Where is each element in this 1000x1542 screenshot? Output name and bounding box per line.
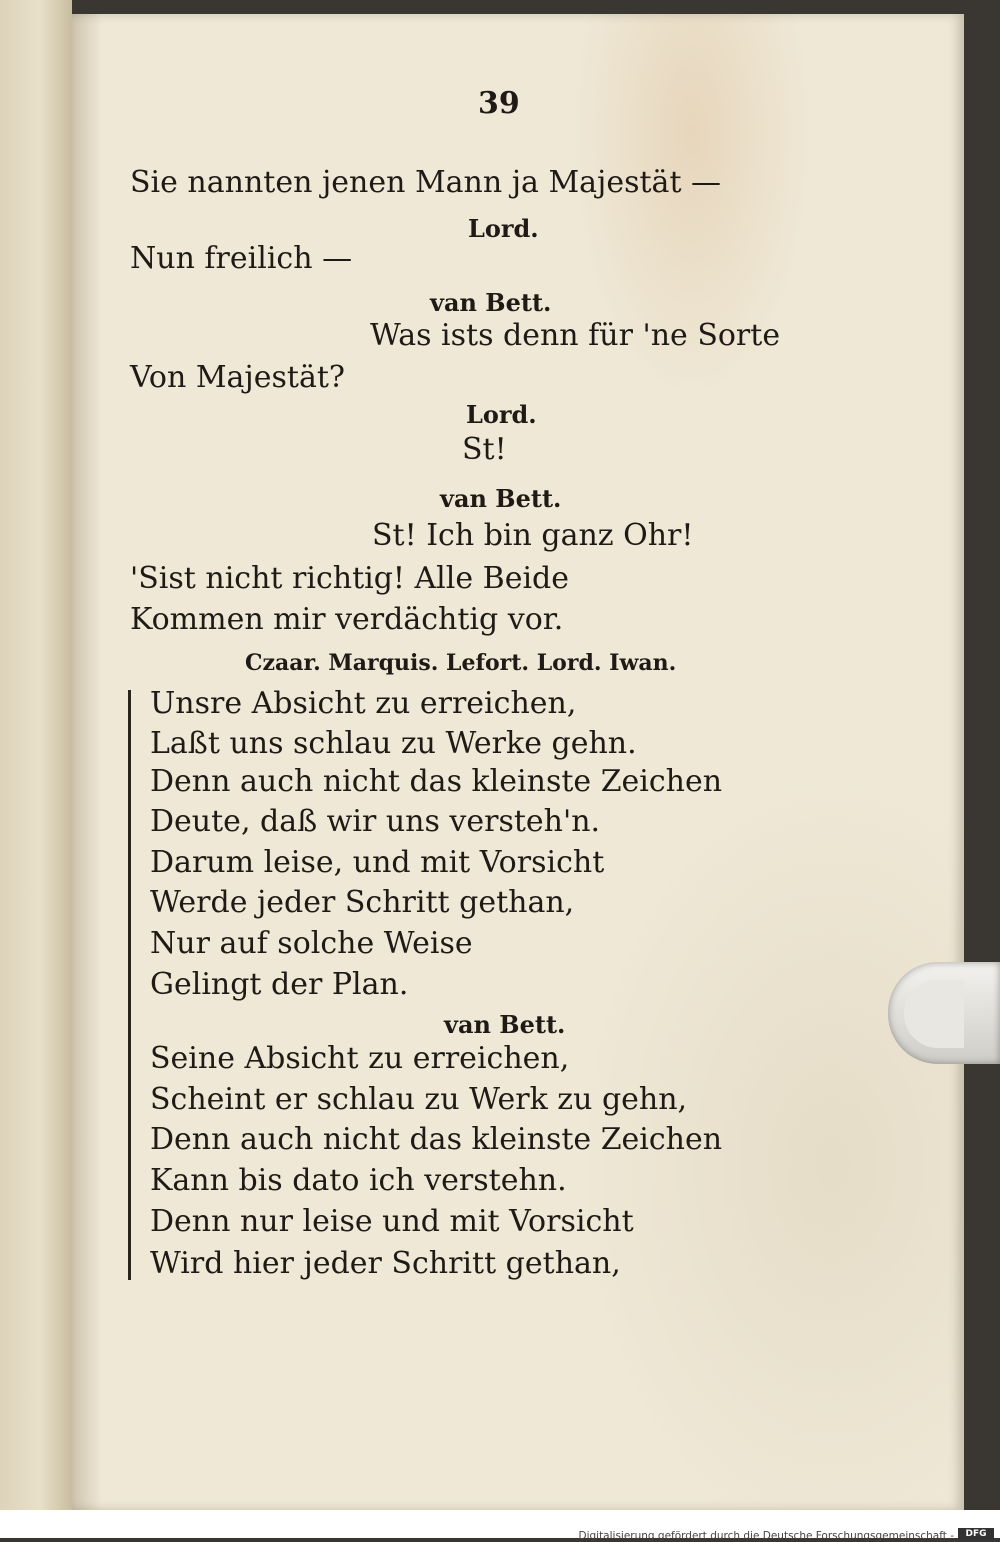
verse-line: Sie nannten jenen Mann ja Majestät —	[130, 165, 722, 200]
verse-line: Nur auf solche Weise	[150, 926, 473, 961]
dfg-logo: DFG	[958, 1528, 994, 1540]
verse-line: Darum leise, und mit Vorsicht	[150, 845, 605, 880]
verse-line: Kommen mir verdächtig vor.	[130, 602, 564, 637]
verse-line: Von Majestät?	[130, 360, 345, 395]
verse-line: 'Sist nicht richtig! Alle Beide	[130, 561, 570, 596]
verse-line: Gelingt der Plan.	[150, 967, 409, 1002]
verse-line: Unsre Absicht zu erreichen,	[150, 686, 577, 721]
digitization-credit: Digitalisierung gefördert durch die Deutsche Forschungsgemeinschaft -	[578, 1530, 954, 1542]
verse-line: Denn nur leise und mit Vorsicht	[150, 1204, 634, 1239]
verse-line: Deute, daß wir uns versteh'n.	[150, 804, 601, 839]
speaker-label: van Bett.	[444, 1010, 566, 1039]
verse-line: St! Ich bin ganz Ohr!	[372, 518, 694, 553]
verse-line: Kann bis dato ich verstehn.	[150, 1163, 567, 1198]
verse-line: Seine Absicht zu erreichen,	[150, 1041, 570, 1076]
facing-page-edge	[0, 0, 72, 1510]
speaker-label: Czaar. Marquis. Lefort. Lord. Iwan.	[245, 650, 677, 676]
verse-line: St!	[462, 432, 507, 467]
verse-line: Denn auch nicht das kleinste Zeichen	[150, 1122, 723, 1157]
ensemble-brace	[128, 690, 143, 1280]
page-clip-highlight	[904, 980, 964, 1048]
verse-line: Nun freilich —	[130, 241, 353, 276]
verse-line: Laßt uns schlau zu Werke gehn.	[150, 726, 637, 761]
verse-line: Denn auch nicht das kleinste Zeichen	[150, 764, 723, 799]
page-number: 39	[478, 86, 520, 121]
verse-line: Was ists denn für 'ne Sorte	[370, 318, 781, 353]
speaker-label: Lord.	[468, 214, 539, 243]
speaker-label: Lord.	[466, 400, 537, 429]
verse-line: Werde jeder Schritt gethan,	[150, 885, 575, 920]
speaker-label: van Bett.	[440, 484, 562, 513]
speaker-label: van Bett.	[430, 288, 552, 317]
verse-line: Scheint er schlau zu Werk zu gehn,	[150, 1082, 688, 1117]
verse-line: Wird hier jeder Schritt gethan,	[150, 1246, 621, 1281]
